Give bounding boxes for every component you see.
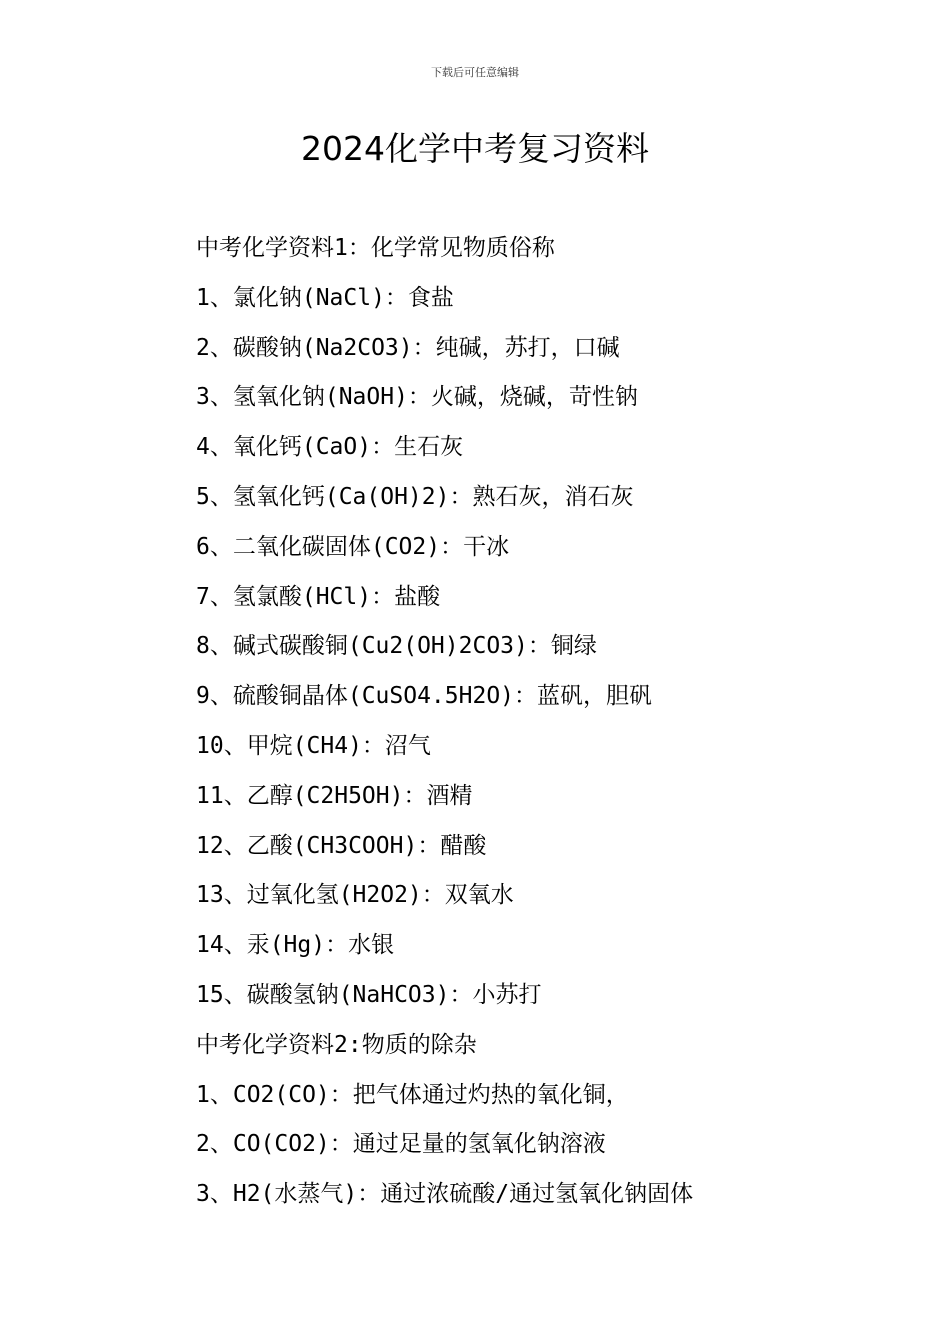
list-item: 8、碱式碳酸铜(Cu2(OH)2CO3)：铜绿 — [196, 633, 597, 660]
list-item: 13、过氧化氢(H2O2)：双氧水 — [196, 882, 514, 909]
header-note: 下载后可任意编辑 — [431, 66, 519, 79]
list-item: 9、硫酸铜晶体(CuSO4.5H2O)：蓝矾，胆矾 — [196, 683, 653, 710]
list-item: 3、H2(水蒸气)：通过浓硫酸/通过氢氧化钠固体 — [196, 1181, 694, 1208]
document-title: 2024化学中考复习资料 — [301, 129, 649, 168]
list-item: 2、CO(CO2)：通过足量的氢氧化钠溶液 — [196, 1131, 606, 1158]
list-item: 5、氢氧化钙(Ca(OH)2)：熟石灰，消石灰 — [196, 483, 634, 510]
list-item: 15、碳酸氢钠(NaHCO3)：小苏打 — [196, 981, 542, 1008]
list-item: 1、氯化钠(NaCl)：食盐 — [196, 284, 454, 311]
list-item: 2、碳酸钠(Na2CO3)：纯碱，苏打，口碱 — [196, 334, 620, 361]
list-item: 3、氢氧化钠(NaOH)：火碱，烧碱，苛性钠 — [196, 384, 638, 411]
list-item: 1、CO2(CO)：把气体通过灼热的氧化铜， — [196, 1081, 629, 1108]
list-item: 12、乙酸(CH3COOH)：醋酸 — [196, 832, 487, 859]
list-item: 6、二氧化碳固体(CO2)：干冰 — [196, 533, 510, 560]
section-heading: 中考化学资料2:物质的除杂 — [196, 1031, 477, 1058]
list-item: 14、汞(Hg)：水银 — [196, 932, 395, 959]
section-heading: 中考化学资料1：化学常见物质俗称 — [196, 235, 555, 261]
list-item: 7、氢氯酸(HCl)：盐酸 — [196, 583, 441, 610]
list-item: 10、甲烷(CH4)：沼气 — [196, 732, 431, 759]
list-item: 11、乙醇(C2H5OH)：酒精 — [196, 782, 473, 809]
document-body — [196, 224, 916, 1220]
list-item: 4、氧化钙(CaO)：生石灰 — [196, 434, 464, 461]
